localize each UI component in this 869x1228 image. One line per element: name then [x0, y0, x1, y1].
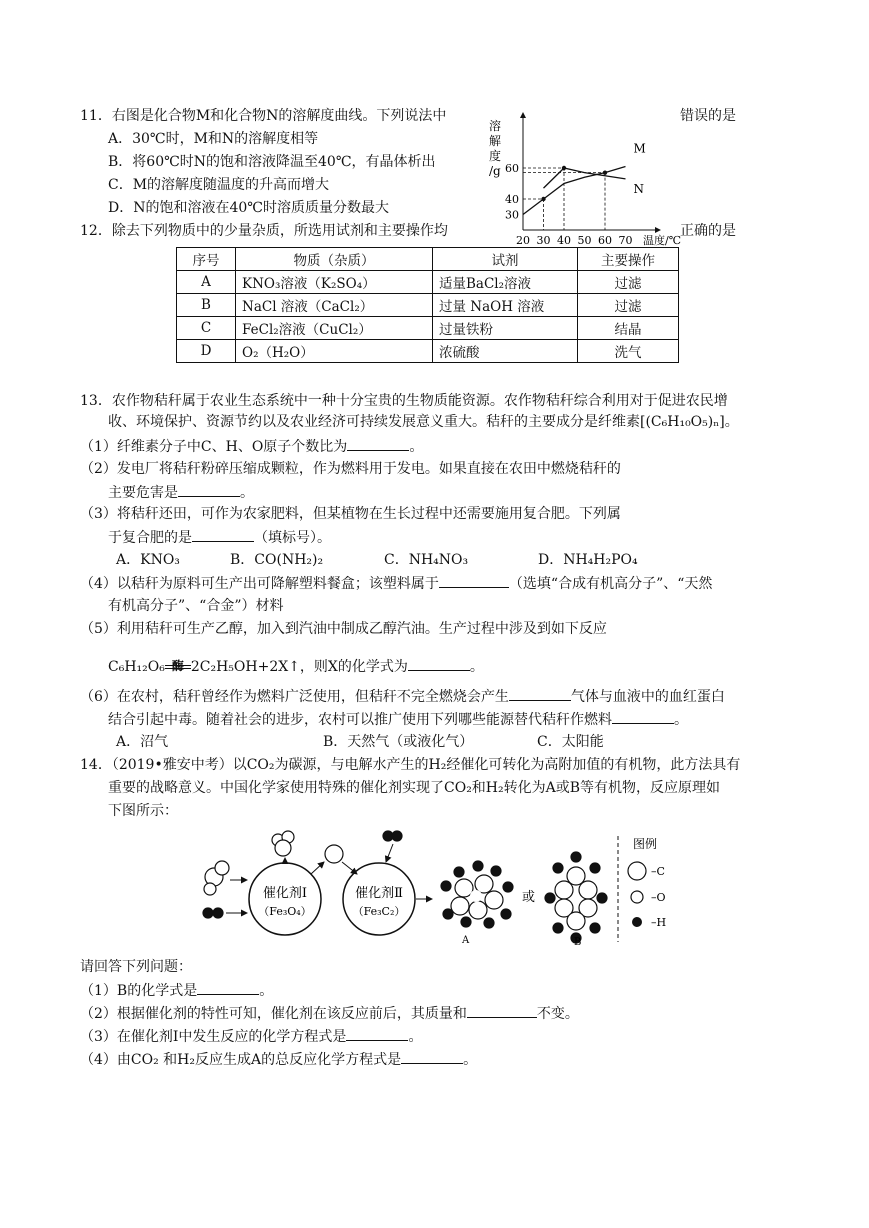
table-cell: 过滤 [578, 294, 679, 317]
q13-part1-end: 。 [409, 439, 424, 455]
table-cell: FeCl₂溶液（CuCl₂） [236, 317, 433, 340]
or-label: 或 [522, 890, 536, 905]
q13-part6-option-b: B．天然气（或液化气） [323, 734, 474, 750]
table-cell: KNO₃溶液（K₂SO₄） [236, 271, 433, 294]
q13-part1 [80, 436, 423, 457]
legend-oxygen-icon [631, 891, 643, 903]
legend-title: 图例 [633, 837, 658, 851]
q14-part1 [80, 980, 273, 1001]
legend-oxygen: –O [651, 891, 666, 904]
q13-part3-line1: （3）将秸秆还田，可作为农家肥料，但某植物在生长过程中还需要施用复合肥。下列属 [80, 506, 621, 522]
answer-blank[interactable] [401, 1049, 463, 1064]
q13-part6-line2 [108, 709, 688, 730]
q13-part6-line1 [80, 686, 725, 707]
table-cell: 过滤 [578, 271, 679, 294]
answer-blank[interactable] [467, 1003, 537, 1018]
answer-blank[interactable] [347, 436, 409, 451]
table-cell: B [177, 294, 236, 317]
answer-blank[interactable] [509, 686, 571, 701]
answer-blank[interactable] [408, 656, 470, 671]
table-header: 试剂 [433, 248, 578, 271]
table-cell: 适量BaCl₂溶液 [433, 271, 578, 294]
answer-blank[interactable] [178, 482, 240, 497]
table-cell: 过量 NaOH 溶液 [433, 294, 578, 317]
molecule-a-label: A [462, 935, 470, 946]
q11-option-b: B．将60℃时N的饱和溶液降温至40℃，有晶体析出 [108, 154, 436, 170]
q14-stem-line2: 重要的战略意义。中国化学家使用特殊的催化剂实现了CO₂和H₂转化为A或B等有机物，反应原理如 [108, 780, 721, 796]
table-header: 序号 [177, 248, 236, 271]
q13-part6-option-a: A．沼气 [116, 734, 169, 750]
q13-stem-line1: 13．农作物秸秆属于农业生态系统中一种十分宝贵的生物质能资源。农作物秸秆综合利用对于促进农民增 [80, 393, 728, 409]
catalyst-1-label: 催化剂Ⅰ [262, 886, 308, 901]
q13-part3-end: （填标号）。 [254, 530, 331, 546]
q14-part1-text: （1）B的化学式是 [80, 983, 198, 999]
molecule-b [545, 852, 607, 943]
q12-table [176, 247, 679, 363]
table-cell: A [177, 271, 236, 294]
q13-part3-option-c: C．NH₄NO₃ [384, 552, 469, 568]
solubility-chart [485, 108, 682, 250]
q14-part4-end: 。 [463, 1052, 478, 1068]
answer-blank[interactable] [439, 573, 509, 588]
q13-part4-line2: 有机高分子”、“合金”）材料 [108, 598, 284, 614]
table-row [177, 340, 679, 363]
answer-blank[interactable] [197, 980, 259, 995]
q13-part6-end: 。 [674, 712, 688, 728]
q14-part4 [80, 1049, 477, 1070]
q11-stem-end: 错误的是 [680, 108, 736, 124]
table-header-row [177, 248, 679, 271]
table-row [177, 317, 679, 340]
q13-part6-mid: 气体与血液中的血红蛋白 [570, 689, 725, 705]
x-tick-label: 70 [618, 234, 633, 247]
q14-part1-end: 。 [259, 983, 274, 999]
q14-part2-end: 不变。 [536, 1006, 579, 1022]
q13-part3-option-d: D．NH₄H₂PO₄ [538, 552, 638, 568]
answer-blank[interactable] [346, 1026, 408, 1041]
table-cell: 过量铁粉 [433, 317, 578, 340]
q13-part2-line1: （2）发电厂将秸秆粉碎压缩成颗粒，作为燃料用于发电。如果直接在农田中燃烧秸秆的 [80, 461, 621, 477]
y-axis-label-char: 解 [489, 134, 502, 148]
q11-option-a: A．30℃时，M和N的溶解度相等 [108, 131, 319, 147]
q12-stem-end: 正确的是 [680, 223, 736, 239]
equation-condition: 酶 [171, 659, 184, 673]
legend-carbon: –C [651, 865, 665, 878]
table-cell: C [177, 317, 236, 340]
q13-part4-hint: （选填“合成有机高分子”、“天然 [508, 576, 713, 592]
q13-part5-equation [108, 656, 484, 677]
series-line-M [523, 166, 626, 214]
q13-part6-text: （6）在农村，秸秆曾经作为燃料广泛使用，但秸秆不完全燃烧会产生 [80, 689, 509, 705]
q14-part3 [80, 1026, 422, 1047]
x-tick-label: 30 [536, 234, 551, 247]
molecule-b-label: B [574, 937, 582, 948]
catalyst-1-formula: （Fe₃O₄） [258, 905, 312, 918]
q13-part6-option-c: C．太阳能 [537, 734, 604, 750]
q11-option-c: C．M的溶解度随温度的升高而增大 [108, 177, 330, 193]
table-row [177, 294, 679, 317]
q13-part6-text2: 结合引起中毒。随着社会的进步，农村可以推广使用下列哪些能源替代秸秆作燃料 [108, 712, 612, 728]
table-cell: O₂（H₂O） [236, 340, 433, 363]
q13-part3-line2 [108, 527, 331, 548]
q14-stem-line1: 14．（2019•雅安中考）以CO₂为碳源，与电解水产生的H₂经催化可转化为高附加值的有机物，此方法具有 [80, 757, 741, 773]
legend-carbon-icon [628, 862, 646, 880]
answer-blank[interactable] [192, 527, 254, 542]
x-tick-label: 40 [557, 234, 571, 247]
q14-part3-end: 。 [408, 1029, 423, 1045]
y-axis-label-char: /g [489, 164, 501, 178]
answer-blank[interactable] [612, 709, 674, 724]
table-cell: D [177, 340, 236, 363]
x-tick-label: 60 [598, 234, 612, 247]
equation-product: 2C₂H₅OH+2X↑，则X的化学式为 [190, 659, 408, 675]
molecule-a [441, 861, 513, 928]
q14-stem-line3: 下图所示： [108, 803, 178, 819]
table-row [177, 271, 679, 294]
q13-part1-text: （1）纤维素分子中C、H、O原子个数比为 [80, 439, 348, 455]
table-header: 物质（杂质） [236, 248, 433, 271]
x-axis-label: 温度/℃ [642, 234, 682, 247]
reaction-mechanism-diagram [196, 824, 676, 952]
x-tick-label: 20 [516, 234, 530, 247]
q13-part2-line2 [108, 482, 254, 503]
x-axis-arrow [655, 227, 661, 233]
legend-hydrogen: –H [651, 916, 667, 929]
q13-part3-text: 于复合肥的是 [108, 530, 192, 546]
data-point [603, 170, 607, 174]
y-axis-label-char: 溶 [489, 119, 502, 133]
q13-part4-line1 [80, 573, 712, 594]
data-point [541, 197, 545, 201]
q14-part2 [80, 1003, 579, 1024]
x-tick-label: 50 [577, 234, 592, 247]
series-label-M: M [633, 141, 646, 156]
y-tick-label: 40 [505, 193, 519, 206]
y-axis-label-char: 度 [489, 149, 502, 163]
q13-part4-text: （4）以秸秆为原料可生产出可降解塑料餐盒；该塑料属于 [80, 576, 439, 592]
q14-ask: 请回答下列问题： [80, 959, 192, 975]
legend-hydrogen-icon [632, 917, 642, 927]
equation-reactant: C₆H₁₂O₆ [108, 659, 165, 675]
table-header: 主要操作 [578, 248, 679, 271]
data-point [562, 166, 566, 170]
q12-stem: 12．除去下列物质中的少量杂质，所选用试剂和主要操作均 [80, 223, 448, 239]
q11-stem: 11．右图是化合物M和化合物N的溶解度曲线。下列说法中 [80, 108, 447, 124]
y-axis-arrow [520, 112, 526, 118]
q14-part2-text: （2）根据催化剂的特性可知，催化剂在该反应前后，其质量和 [80, 1006, 467, 1022]
series-line-N [544, 168, 626, 188]
q13-part3-option-a: A．KNO₃ [116, 552, 180, 568]
q13-part5-line1: （5）利用秸秆可生产乙醇，加入到汽油中制成乙醇汽油。生产过程中涉及到如下反应 [80, 621, 607, 637]
q14-part4-text: （4）由CO₂ 和H₂反应生成A的总反应化学方程式是 [80, 1052, 402, 1068]
q13-part2-end: 。 [240, 485, 254, 501]
catalyst-2-formula: （Fe₃C₂） [352, 905, 406, 918]
y-tick-label: 60 [505, 162, 519, 175]
table-cell: 洗气 [578, 340, 679, 363]
q14-part3-text: （3）在催化剂Ⅰ中发生反应的化学方程式是 [80, 1029, 347, 1045]
series-label-N: N [633, 181, 644, 196]
catalyst-2-label: 催化剂Ⅱ [355, 886, 403, 901]
q13-part2-text: 主要危害是 [108, 485, 178, 501]
q13-stem-line2: 收、环境保护、资源节约以及农业经济可持续发展意义重大。秸秆的主要成分是纤维素[(C₆H₁₀O₅)ₙ]。 [108, 414, 739, 430]
q13-part5-end: 。 [469, 659, 484, 675]
q11-option-d: D．N的饱和溶液在40℃时溶质质量分数最大 [108, 200, 389, 216]
table-cell: NaCl 溶液（CaCl₂） [236, 294, 433, 317]
q13-part3-option-b: B．CO(NH₂)₂ [230, 552, 324, 568]
y-tick-label: 30 [505, 208, 519, 222]
table-cell: 浓硫酸 [433, 340, 578, 363]
table-cell: 结晶 [578, 317, 679, 340]
